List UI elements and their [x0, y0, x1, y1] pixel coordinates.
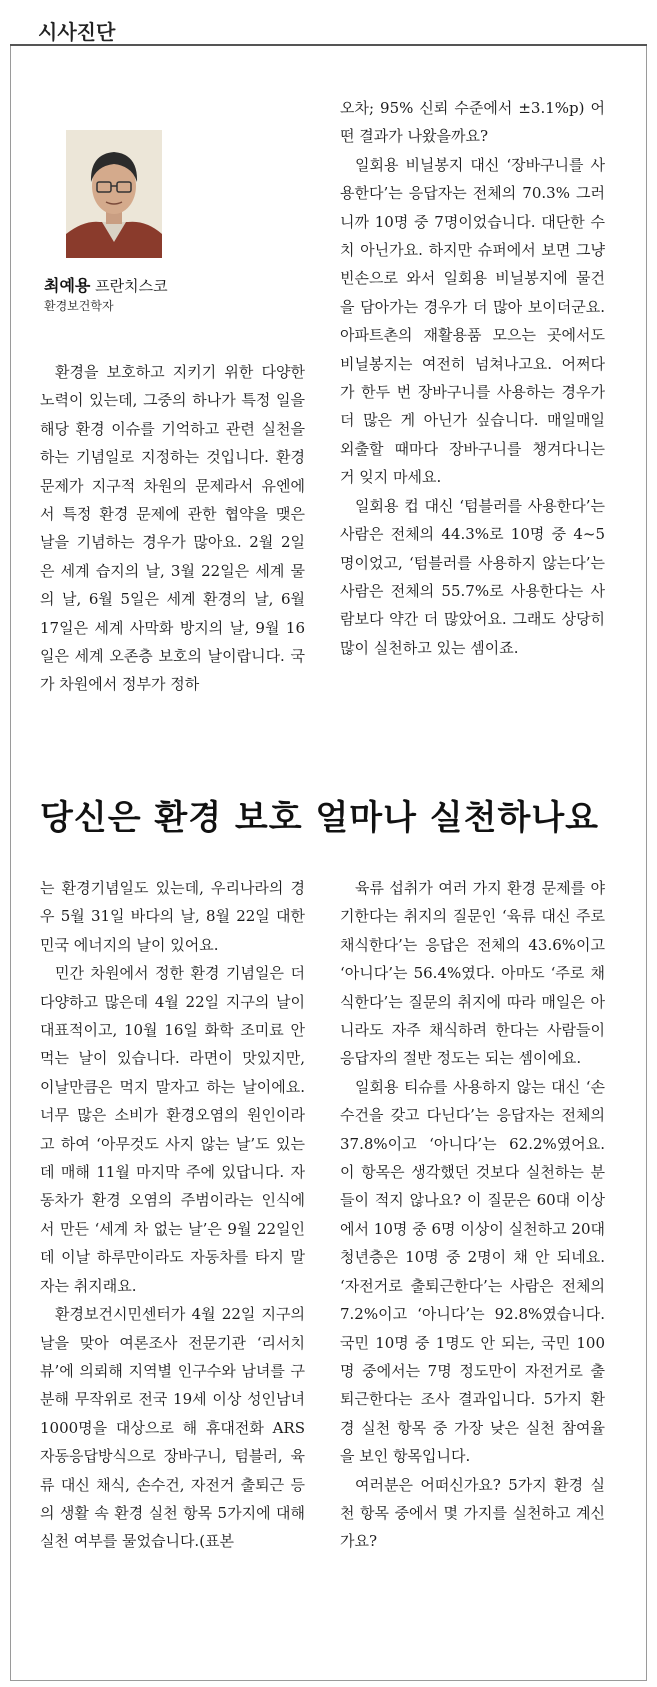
paragraph: 는 환경기념일도 있는데, 우리나라의 경우 5월 31일 바다의 날, 8월 22일 대한민국 에너지의 날이 있어요. — [40, 879, 305, 954]
paragraph: 환경보건시민센터가 4월 22일 지구의 날을 맞아 여론조사 전문기관 ‘리서치뷰’에 의뢰해 지역별 인구수와 남녀를 구분해 무작위로 전국 19세 이상 성인남녀 1000명을 대상으로 해 휴대전화 ARS 자동응답방식으로 장바구니, 텀블러, 육류 대신 채식, 손수건, 자전거 출퇴근 등의 생활 속 환경 실천 항목 5가지에 대해 실천 여부를 물었습니다.(표본 — [40, 1305, 305, 1551]
author-name: 최예용 — [44, 276, 91, 295]
paragraph: 일회용 티슈를 사용하지 않는 대신 ‘손수건을 갖고 다닌다’는 응답자는 전체의 37.8%이고 ‘아니다’는 62.2%였어요. 이 항목은 생각했던 것보다 실천하는 분들이 적지 않나요? 이 질문은 60대 이상에서 10명 중 6명 이상이 실천하고 20대 청년층은 10명 중 2명이 채 안 되네요. ‘자전거로 출퇴근한다’는 사람은 전체의 7.2%이고 ‘아니다’는 92.8%였습니다. 국민 10명 중 1명도 안 되는, 국민 100명 중에서는 7명 정도만이 자전거로 출퇴근한다는 조사 결과입니다. 5가지 환경 실천 항목 중 가장 낮은 실천 참여율을 보인 항목입니다. — [340, 1077, 605, 1466]
paragraph: 여러분은 어떠신가요? 5가지 환경 실천 항목 중에서 몇 가지를 실천하고 계신가요? — [340, 1475, 605, 1551]
paragraph: 일회용 비닐봉지 대신 ‘장바구니를 사용한다’는 응답자는 전체의 70.3% 그러니까 10명 중 7명이었습니다. 대단한 수치 아닌가요. 하지만 슈퍼에서 보면 그냥 빈손으로 와서 일회용 비닐봉지에 물건을 담아가는 경우가 더 많아 보이더군요. 아파트촌의 재활용품 모으는 곳에서도 비닐봉지는 여전히 넘쳐나고요. 어쩌다가 한두 번 장바구니를 사용하는 경우가 더 많은 게 아닌가 싶습니다. 매일매일 외출할 때마다 장바구니를 챙겨다니는 거 잊지 마세요. — [340, 155, 605, 487]
paragraph: 오차; 95% 신뢰 수준에서 ±3.1%p) 어떤 결과가 나왔을까요? — [340, 99, 605, 146]
paragraph: 민간 차원에서 정한 환경 기념일은 더 다양하고 많은데 4월 22일 지구의 날이 대표적이고, 10월 16일 화학 조미료 안 먹는 날이 있습니다. 라면이 맛있지만, 이날만큼은 먹지 말자고 하는 날이에요. 너무 많은 소비가 환경오염의 원인이라고 하여 ‘아무것도 사지 않는 날’도 있는데 매해 11월 마지막 주에 있답니다. 자동차가 환경 오염의 주범이라는 인식에서 만든 ‘세계 차 없는 날’은 9월 22일인데 이날 하루만이라도 자동차를 타지 말자는 취지래요. — [40, 964, 305, 1295]
author-affiliation: 환경보건학자 — [44, 299, 114, 313]
paragraph: 일회용 컵 대신 ‘텀블러를 사용한다’는 사람은 전체의 44.3%로 10명 중 4~5명이었고, ‘텀블러를 사용하지 않는다’는 사람은 전체의 55.7%로 사용한다는 사람보다 약간 더 많았어요. 그래도 상당히 많이 실천하고 있는 셈이죠. — [340, 496, 605, 657]
section-label: 시사진단 — [38, 20, 116, 44]
paragraph: 육류 섭취가 여러 가지 환경 문제를 야기한다는 취지의 질문인 ‘육류 대신 주로 채식한다’는 응답은 전체의 43.6%이고 ‘아니다’는 56.4%였다. 아마도 ‘주로 채식한다’는 질문의 취지에 따라 매일은 아니라도 자주 채식하려 한다는 사람들이 응답자의 절반 정도는 되는 셈이에요. — [340, 879, 605, 1068]
author-byline — [44, 273, 168, 296]
column-3 — [40, 874, 305, 1654]
column-2 — [340, 94, 605, 750]
column-4 — [340, 874, 605, 1654]
column-1 — [40, 358, 305, 750]
header-rule — [10, 44, 647, 46]
author-baptismal-name: 프란치스코 — [95, 277, 168, 295]
author-photo — [66, 130, 162, 258]
article-headline: 당신은 환경 보호 얼마나 실천하나요 — [40, 798, 600, 838]
paragraph: 환경을 보호하고 지키기 위한 다양한 노력이 있는데, 그중의 하나가 특정 일을 해당 환경 이슈를 기억하고 관련 실천을 하는 기념일로 지정하는 것입니다. 환경 문제가 지구적 차원의 문제라서 유엔에서 특정 환경 문제에 관한 협약을 맺은 날을 기념하는 경우가 많아요. 2월 2일은 세계 습지의 날, 3월 22일은 세계 물의 날, 6월 5일은 세계 환경의 날, 6월 17일은 세계 사막화 방지의 날, 9월 16일은 세계 오존층 보호의 날이랍니다. 국가 차원에서 정부가 정하 — [40, 363, 305, 694]
